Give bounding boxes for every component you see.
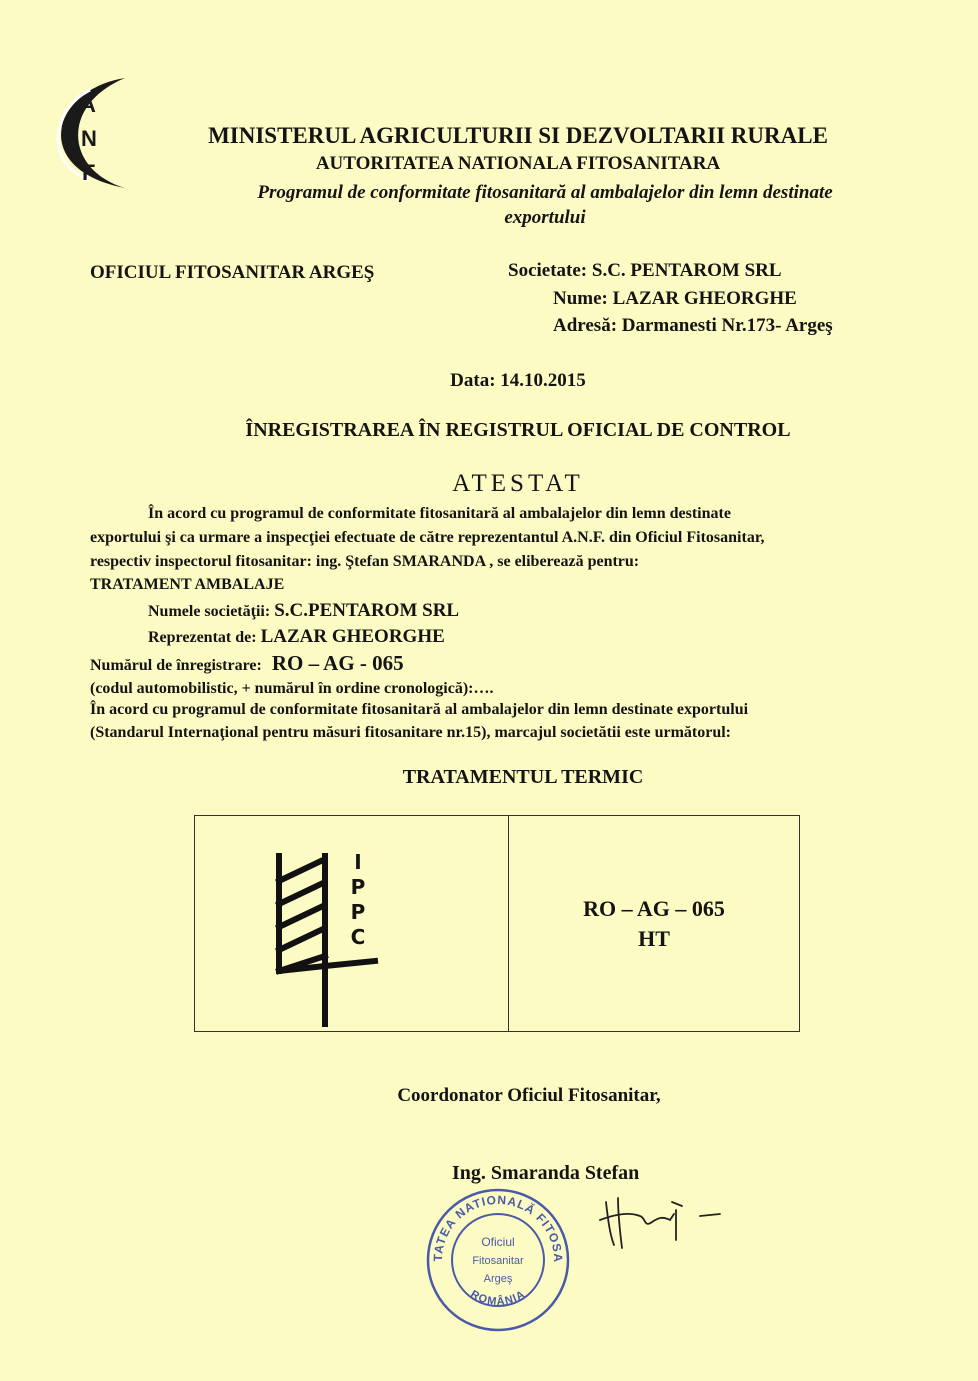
code-note: (codul automobilistic, + numărul în ordine cronologică):…. — [90, 680, 494, 697]
registration-number-label: Numărul de înregistrare: — [90, 657, 262, 674]
signatory-name: Ing. Smaranda Stefan — [452, 1162, 640, 1184]
office-name: OFICIUL FITOSANITAR ARGEŞ — [90, 262, 375, 283]
company-name-row — [148, 600, 459, 622]
ippc-symbol-cell — [195, 816, 509, 1031]
signature-scribble-icon — [596, 1190, 736, 1260]
ippc-letter-p2: P — [350, 900, 366, 924]
logo-letter-f: F — [82, 160, 96, 185]
program-title — [190, 180, 900, 230]
svg-text:Argeş: Argeş — [483, 1273, 513, 1285]
mark-treatment: HT — [638, 925, 670, 951]
program-title-line1: Programul de conformitate fitosanitară al ambalajelor din lemn destinate — [257, 182, 833, 203]
atestat-title: ATESTAT — [452, 470, 584, 497]
svg-text:Fitosanitar: Fitosanitar — [472, 1255, 524, 1267]
ippc-letters — [345, 850, 371, 950]
registration-number-row — [90, 651, 404, 676]
registration-title: ÎNREGISTRAREA ÎN REGISTRUL OFICIAL DE CONTROL — [245, 419, 791, 441]
registration-number-value: RO – AG - 065 — [271, 651, 404, 675]
ippc-letter-i: I — [354, 850, 362, 874]
ministry-title: MINISTERUL AGRICULTURII SI DEZVOLTARII RURALE — [208, 123, 828, 148]
treatment-title: TRATAMENTUL TERMIC — [402, 766, 644, 788]
ippc-letter-p1: P — [350, 875, 366, 899]
body-p2-line2: (Standarul Internaţional pentru măsuri fitosanitare nr.15), marcajul societătii este următorul: — [90, 724, 731, 741]
representative-row — [148, 626, 445, 648]
ippc-code-cell — [509, 816, 799, 1031]
company-address: Adresă: Darmanesti Nr.173- Argeş — [553, 315, 833, 336]
document-date: Data: 14.10.2015 — [450, 370, 586, 391]
handwritten-signature — [596, 1190, 736, 1260]
logo-letter-a: A — [80, 92, 96, 117]
ippc-letter-c: C — [350, 925, 366, 949]
representative-value: LAZAR GHEORGHE — [260, 626, 445, 647]
company-person: Nume: LAZAR GHEORGHE — [553, 288, 797, 309]
svg-text:Oficiul: Oficiul — [481, 1235, 515, 1249]
svg-text:AUTORITATEA NATIONALĂ FITOSANI: TATEA NATIONALĂ FITOSA — [430, 1192, 566, 1264]
logo-letter-n: N — [81, 126, 97, 151]
representative-label: Reprezentat de: — [148, 629, 257, 646]
body-p1-line1: În acord cu programul de conformitate fitosanitară al ambalajelor din lemn destinate — [148, 505, 731, 522]
ippc-mark-box — [194, 815, 800, 1032]
body-p1-line3: respectiv inspectorul fitosanitar: ing. Ştefan SMARANDA , se eliberează pentru: — [90, 553, 640, 570]
body-p2-line1: În acord cu programul de conformitate fitosanitară al ambalajelor din lemn destinate exportului — [90, 701, 749, 718]
coordinator-role: Coordonator Oficiul Fitosanitar, — [397, 1085, 661, 1106]
stamp-seal-icon — [424, 1186, 572, 1334]
body-p1-line4: TRATAMENT AMBALAJE — [90, 576, 285, 593]
company-society: Societate: S.C. PENTAROM SRL — [508, 260, 782, 281]
mark-code: RO – AG – 065 — [583, 895, 725, 921]
svg-text:ROMÂNIA: ROMÂNIA — [468, 1288, 528, 1309]
program-title-line2: exportului — [504, 207, 586, 228]
official-stamp — [424, 1186, 572, 1334]
authority-title: AUTORITATEA NATIONALA FITOSANITARA — [315, 153, 721, 174]
body-p1-line2: exportului şi ca urmare a inspecţiei efectuate de către reprezentantul A.N.F. din Oficiul Fitosanitar, — [90, 529, 765, 546]
company-name-value: S.C.PENTAROM SRL — [274, 600, 460, 621]
company-name-label: Numele societăţii: — [148, 603, 271, 620]
